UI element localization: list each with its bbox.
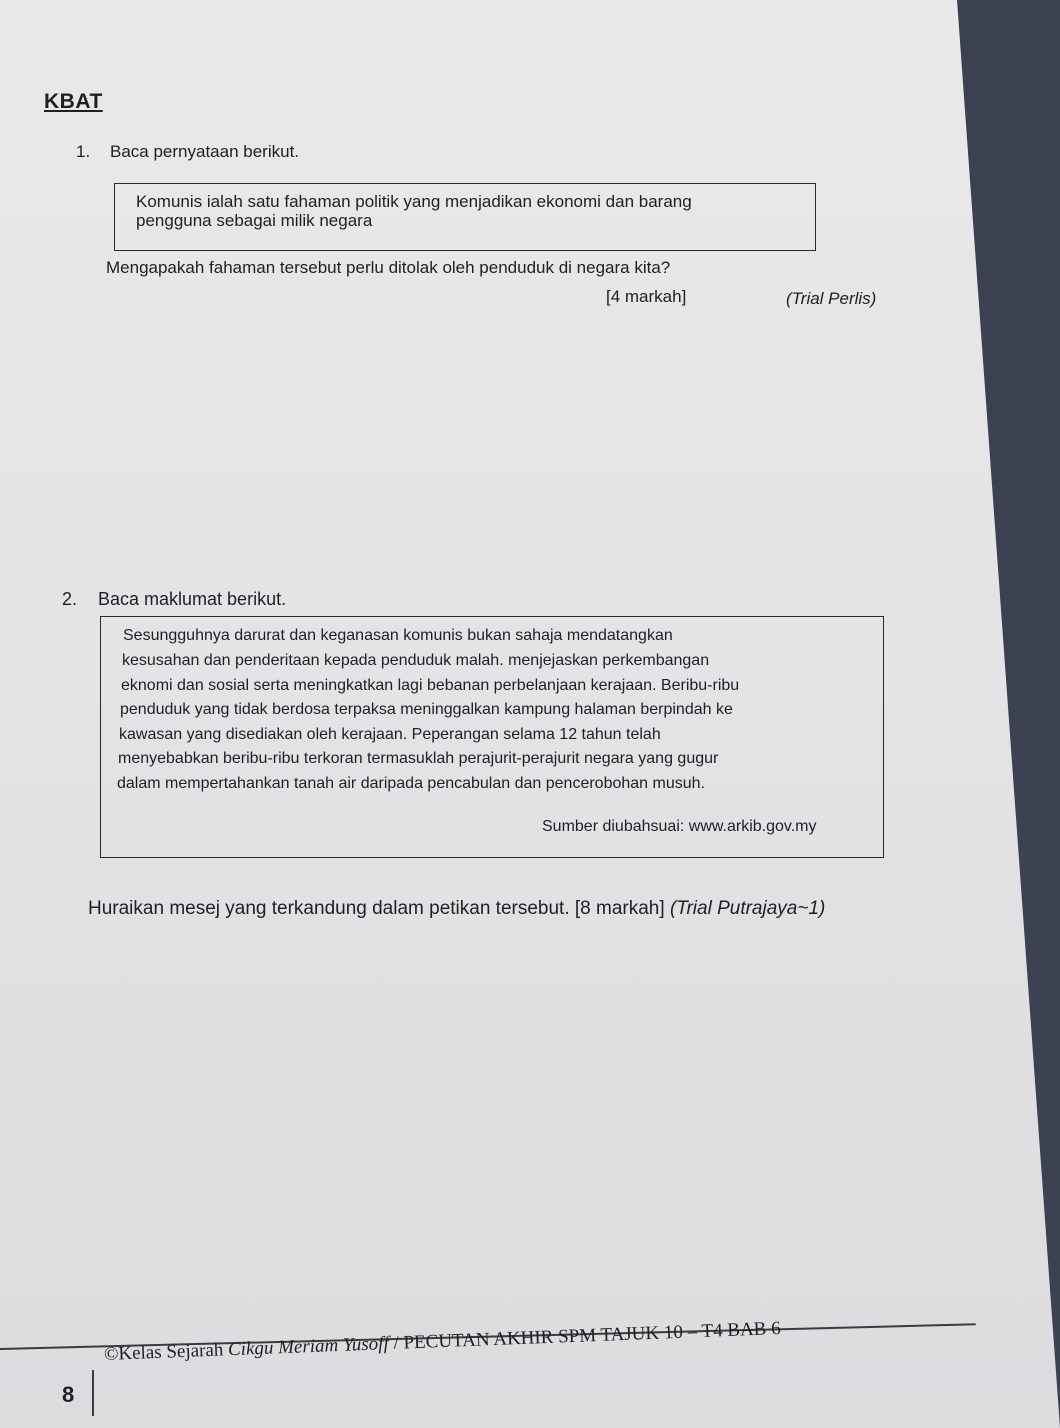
- footer-credit-suffix: / PECUTAN AKHIR SPM TAJUK 10 – T4 BAB 6: [388, 1318, 782, 1355]
- section-title: KBAT: [44, 90, 103, 113]
- passage-line: Sesungguhnya darurat dan keganasan komunis bukan sahaja mendatangkan: [123, 627, 673, 644]
- passage-line: kesusahan dan penderitaan kepada penduduk malah. menjejaskan perkembangan: [122, 652, 710, 669]
- question-1-instruction: Baca pernyataan berikut.: [110, 142, 300, 161]
- question-1-marks: [4 markah]: [606, 287, 687, 306]
- question-1-statement-line: Komunis ialah satu fahaman politik yang menjadikan ekonomi dan barang: [136, 192, 692, 211]
- passage-line: kawasan yang disediakan oleh kerajaan. Peperangan selama 12 tahun telah: [119, 726, 661, 743]
- passage-source: Sumber diubahsuai: www.arkib.gov.my: [542, 818, 817, 835]
- passage-line: dalam mempertahankan tanah air daripada pencabulan dan pencerobohan musuh.: [117, 775, 705, 792]
- question-1-source: (Trial Perlis): [786, 289, 877, 308]
- footer-credit-author: Cikgu Meriam Yusoff: [227, 1333, 390, 1361]
- page-number: 8: [62, 1382, 75, 1407]
- question-2-prompt: [88, 898, 825, 920]
- footer-credit-prefix: ©Kelas Sejarah: [103, 1339, 229, 1365]
- question-1-number: 1.: [76, 142, 91, 161]
- question-2-source: (Trial Putrajaya~1): [669, 898, 826, 919]
- question-2-instruction: Baca maklumat berikut.: [98, 589, 287, 609]
- footer-divider: [92, 1370, 94, 1416]
- question-1-statement-line: pengguna sebagai milik negara: [136, 211, 373, 230]
- passage-line: penduduk yang tidak berdosa terpaksa meninggalkan kampung halaman berpindah ke: [120, 701, 733, 718]
- passage-line: menyebabkan beribu-ribu terkoran termasuklah perajurit-perajurit negara yang gugur: [118, 750, 719, 767]
- question-2-prompt-text: Huraikan mesej yang terkandung dalam petikan tersebut. [8 markah]: [88, 898, 665, 919]
- question-2-number: 2.: [62, 589, 78, 609]
- passage-line: eknomi dan sosial serta meningkatkan lagi bebanan perbelanjaan kerajaan. Beribu-ribu: [121, 677, 740, 694]
- question-1-prompt: Mengapakah fahaman tersebut perlu ditolak oleh penduduk di negara kita?: [106, 258, 671, 277]
